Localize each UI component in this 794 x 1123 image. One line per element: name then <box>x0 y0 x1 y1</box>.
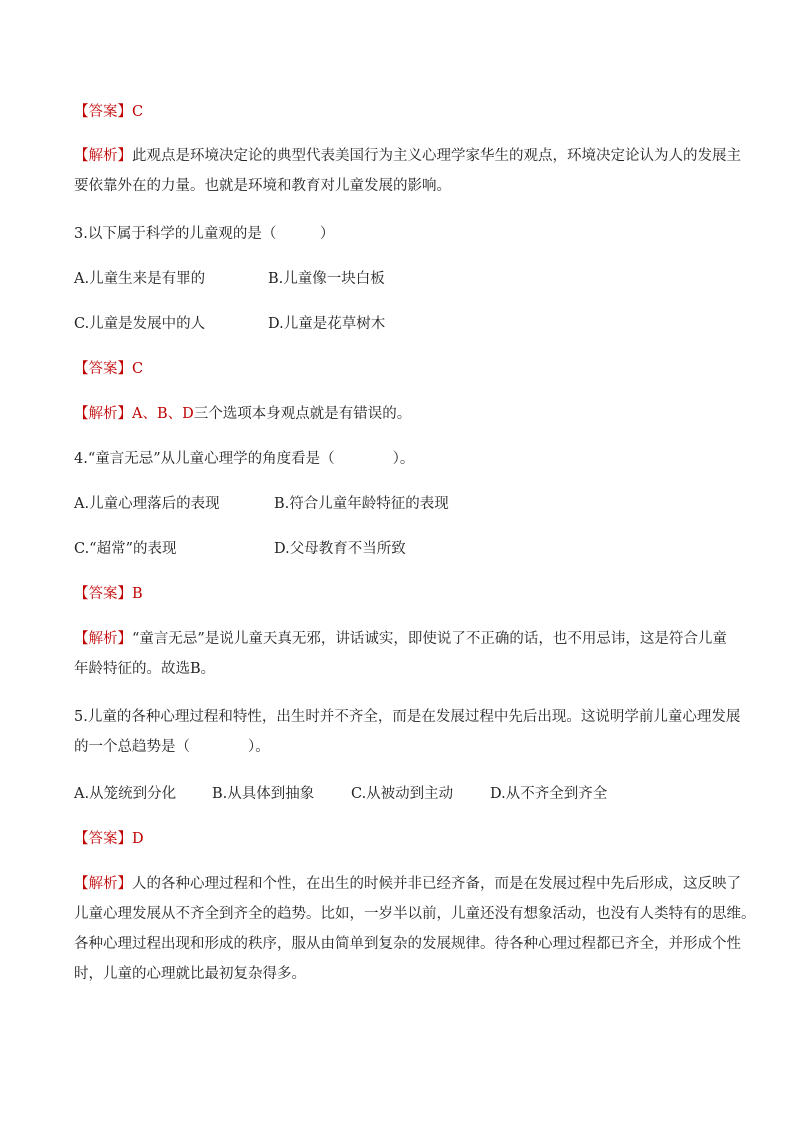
analysis-label: 【解析】 <box>74 148 132 164</box>
q5-analysis-line3: 各种心理过程出现和形成的秩序，服从由简单到复杂的发展规律。待各种心理过程都已齐全，并形成个性 <box>74 936 741 952</box>
answer-value: C <box>132 361 144 377</box>
q3-option-b: B.儿童像一块白板 <box>268 271 385 287</box>
answer-label: 【答案】 <box>74 586 132 602</box>
analysis-text: 此观点是环境决定论的典型代表美国行为主义心理学家华生的观点，环境决定论认为人的发展主 <box>132 148 741 164</box>
analysis-text: 人的各种心理过程和个性，在出生的时候并非已经齐备，而是在发展过程中先后形成，这反映了 <box>132 876 741 892</box>
q5-option-d: D.从不齐全到齐全 <box>490 786 608 802</box>
q2-analysis-line1 <box>74 144 741 168</box>
q5-option-b: B.从具体到抽象 <box>212 786 315 802</box>
q4-option-c: C.“超常”的表现 <box>74 541 177 557</box>
q4-stem: 4.“童言无忌”从儿童心理学的角度看是（ ）。 <box>74 451 415 467</box>
q3-option-a: A.儿童生来是有罪的 <box>74 271 206 287</box>
q3-analysis <box>74 402 411 426</box>
analysis-text: 三个选项本身观点就是有错误的。 <box>193 406 412 422</box>
analysis-text: “童言无忌”是说儿童天真无邪，讲话诚实，即使说了不正确的话，也不用忌讳，这是符合儿童 <box>132 631 727 647</box>
q3-answer <box>74 357 143 381</box>
q4-analysis-line1 <box>74 627 727 651</box>
q4-answer <box>74 582 143 606</box>
q5-stem-line2: 的一个总趋势是（ ）。 <box>74 739 270 755</box>
q3-option-c: C.儿童是发展中的人 <box>74 316 206 332</box>
analysis-label: 【解析】 <box>74 876 132 892</box>
answer-value: B <box>132 586 143 602</box>
q3-option-d: D.儿童是花草树木 <box>268 316 386 332</box>
q2-analysis-line2: 要依靠外在的力量。也就是环境和教育对儿童发展的影响。 <box>74 178 451 194</box>
analysis-label: 【解析】 <box>74 406 132 422</box>
q5-analysis-line4: 时，儿童的心理就比最初复杂得多。 <box>74 966 306 982</box>
q5-option-a: A.从笼统到分化 <box>74 786 177 802</box>
q5-analysis-line2: 儿童心理发展从不齐全到齐全的趋势。比如，一岁半以前，儿童还没有想象活动，也没有人类特有的思维。 <box>74 906 756 922</box>
q3-stem: 3.以下属于科学的儿童观的是（ ） <box>74 226 335 242</box>
answer-value: C <box>132 104 144 120</box>
answer-value: D <box>132 831 144 847</box>
q4-analysis-line2: 年龄特征的。故选B。 <box>74 661 216 677</box>
q5-analysis-line1 <box>74 872 741 896</box>
analysis-label: 【解析】 <box>74 631 132 647</box>
answer-label: 【答案】 <box>74 361 132 377</box>
q5-option-c: C.从被动到主动 <box>351 786 454 802</box>
q5-answer <box>74 827 144 851</box>
q4-option-d: D.父母教育不当所致 <box>274 541 406 557</box>
answer-label: 【答案】 <box>74 831 132 847</box>
answer-label: 【答案】 <box>74 104 132 120</box>
q4-option-a: A.儿童心理落后的表现 <box>74 496 220 512</box>
q4-option-b: B.符合儿童年龄特征的表现 <box>274 496 449 512</box>
q5-stem-line1: 5.儿童的各种心理过程和特性，出生时并不齐全，而是在发展过程中先后出现。这说明学前儿童心理发展 <box>74 709 741 725</box>
q2-answer <box>74 100 143 124</box>
analysis-options: A、B、D <box>132 406 194 422</box>
